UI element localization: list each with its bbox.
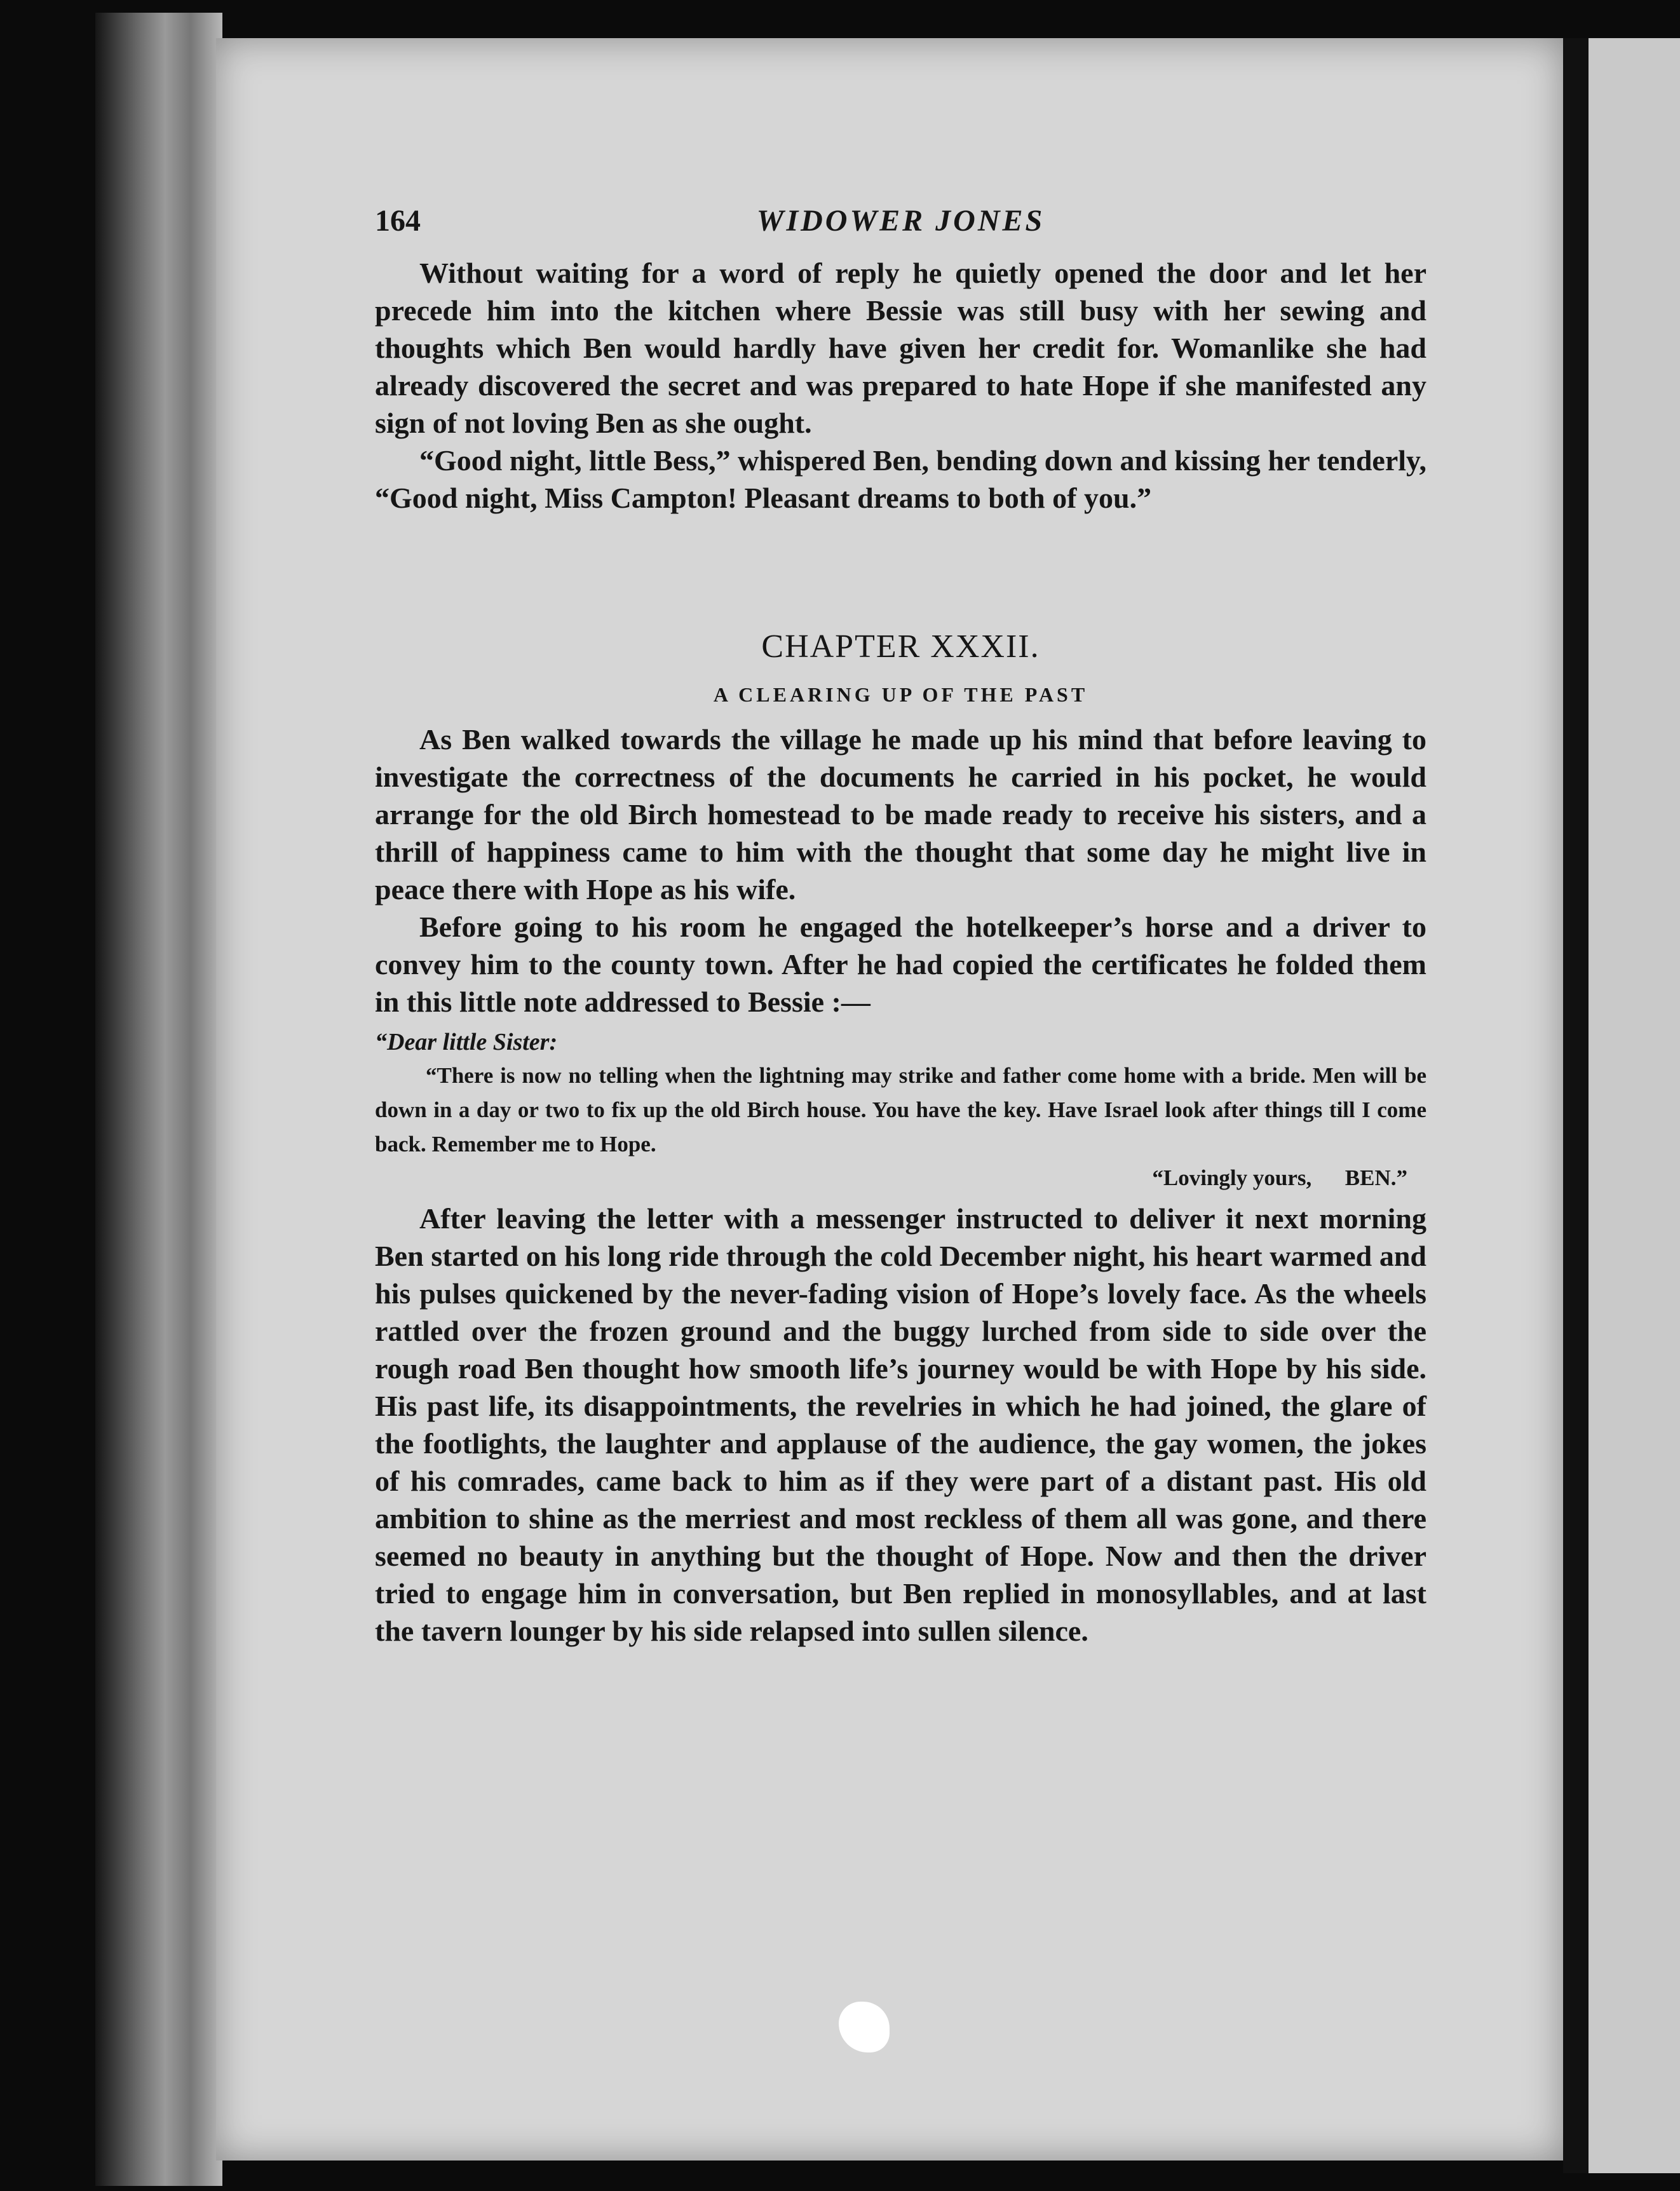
paragraph: “Good night, little Bess,” whispered Ben, bending down and kissing her tenderly, “Good night, Miss Campton! Pleasant dreams to both of you.” [375,444,1426,514]
paragraph: After leaving the letter with a messenger instructed to deliver it next morning Ben started on his long ride through the cold December night, his heart warmed and his pulses quickened by the never-fading vision of Hope’s lovely face. As the wheels rattled over the frozen ground and the buggy lurched from side to side over the rough road Ben thought how smooth life’s journey would be with Hope by his side. His past life, its disappointments, the revelries in which he had joined, the glare of the footlights, the laughter and applause of the audience, the gay women, the jokes of his comrades, came back to him as if they were part of a distant past. His old ambition to shine as the merriest and most reckless of them all was gone, and there seemed no beauty in anything but the thought of Hope. Now and then the driver tried to engage him in conversation, but Ben replied in monosyllables, and at last the tavern lounger by his side relapsed into sullen silence. [375,1202,1426,1647]
page-content [375,203,1426,1650]
page-header [375,203,1426,254]
page-number: 164 [375,204,421,238]
paragraph: As Ben walked towards the village he made up his mind that before leaving to investigate the correctness of the documents he carried in his pocket, he would arrange for the old Birch homestead to be made ready to receive his sisters, and a thrill of happiness came to him with the thought that some day he might live in peace there with Hope as his wife. [375,723,1426,906]
letter [375,1026,1426,1195]
paragraph: Before going to his room he engaged the hotelkeeper’s horse and a driver to convey him to the county town. After he had copied the certificates he folded them in this little note addressed to Bessie :— [375,911,1426,1018]
chapter-subtitle: A CLEARING UP OF THE PAST [713,683,1088,706]
chapter-title: CHAPTER XXXII. [761,628,1040,665]
book-binding-edge [95,13,222,2186]
letter-body: “There is now no telling when the lightning may strike and father come home with a bride. Men will be down in a day or two to fix up the old Birch house. You have the key. Have Israel look after things till I come back. Remember me to Hope. [375,1063,1426,1157]
paragraph: Without waiting for a word of reply he quietly opened the door and let her precede him into the kitchen where Bessie was still busy with her sewing and thoughts which Ben would hardly have given her credit for. Womanlike she had already discovered the secret and was prepared to hate Hope if she manifested any sign of not loving Ben as she ought. [375,257,1426,439]
adjacent-page [1589,38,1680,2173]
running-title: WIDOWER JONES [756,204,1045,238]
letter-signoff: “Lovingly yours, BEN.” [1152,1165,1407,1190]
page-gutter [1563,38,1589,2173]
letter-salutation: “Dear little Sister: [375,1029,558,1055]
